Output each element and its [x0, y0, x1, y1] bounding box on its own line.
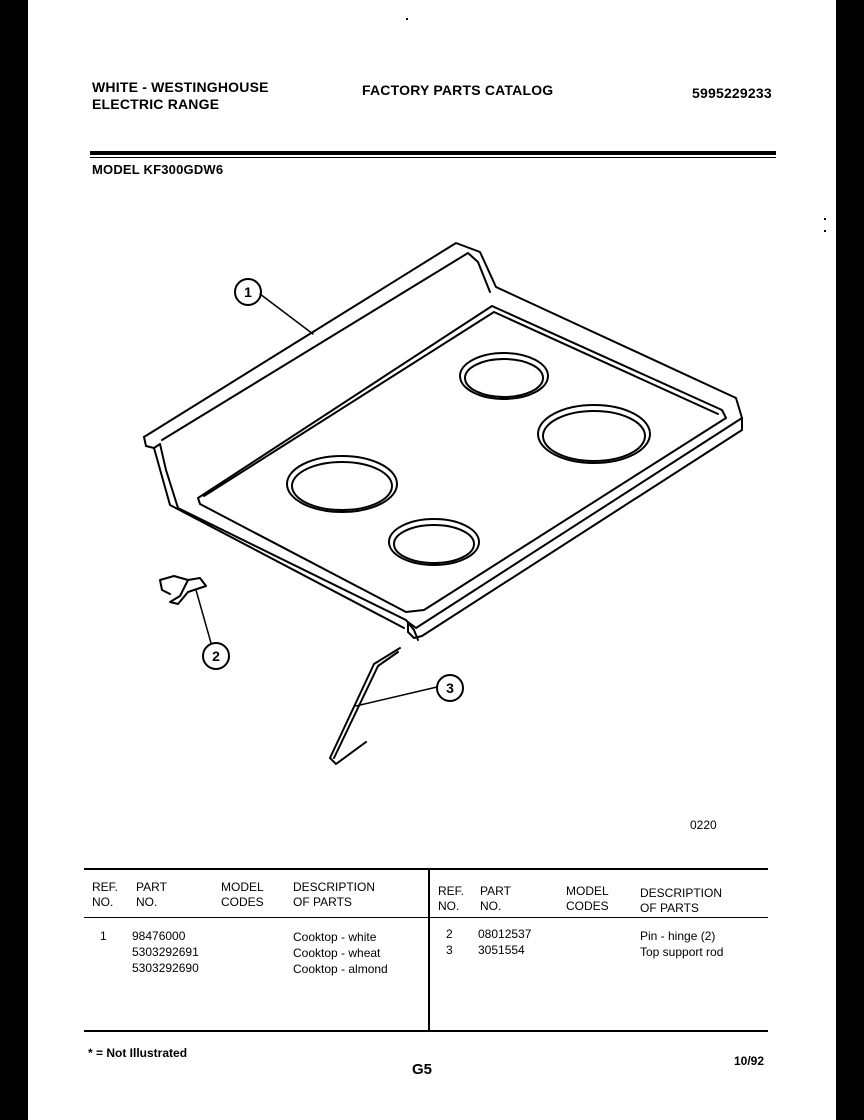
table-header-rule [84, 917, 768, 918]
header-model-codes-left: MODEL CODES [221, 880, 264, 909]
table-cell: 5303292690 [132, 961, 199, 975]
header-ref-no-left: REF. NO. [92, 880, 119, 909]
right-rows-ref [446, 926, 453, 958]
scan-speck [406, 18, 408, 20]
cooktop-recess [198, 306, 726, 612]
table-cell: 98476000 [132, 929, 186, 943]
callout-3-leader [356, 687, 437, 706]
cooktop-exploded-diagram [28, 0, 836, 860]
catalog-title: FACTORY PARTS CATALOG [362, 82, 554, 98]
burner-opening-left-rear [287, 456, 397, 512]
cooktop-left-edge [144, 437, 418, 640]
revision-date: 10/92 [734, 1054, 765, 1068]
table-divider [428, 868, 430, 1032]
left-row-1-ref: 1 [100, 929, 107, 943]
scan-speck [824, 218, 826, 220]
table-cell: 5303292691 [132, 945, 199, 959]
burner-opening-left-rear-inner [292, 462, 392, 510]
right-rows-part [478, 926, 531, 958]
table-cell: Pin - hinge (2) [640, 929, 716, 943]
header-part-no-left: PART NO. [136, 880, 167, 909]
table-cell: 3051554 [478, 943, 525, 957]
header-description-right: DESCRIPTION OF PARTS [640, 886, 723, 915]
cooktop-outline [144, 243, 742, 628]
catalog-page [28, 0, 836, 1120]
page-number: G5 [412, 1061, 433, 1078]
burner-opening-right-front-inner [543, 411, 645, 461]
callout-2-leader [196, 590, 211, 643]
header-part-no-right: PART NO. [480, 884, 511, 913]
drawing-code: 0220 [690, 818, 717, 832]
table-cell: Top support rod [640, 945, 724, 959]
callout-2-label: 2 [212, 648, 220, 664]
right-rows-description [640, 928, 723, 960]
table-cell: Cooktop - almond [293, 962, 388, 976]
table-bottom-rule [84, 1030, 768, 1032]
catalog-number: 5995229233 [692, 85, 772, 101]
brand-line-2: ELECTRIC RANGE [92, 96, 220, 112]
table-cell: Cooktop - wheat [293, 946, 381, 960]
table-cell: 08012537 [478, 927, 532, 941]
burner-opening-left-front-inner [394, 525, 474, 563]
header-ref-no-right: REF. NO. [438, 884, 465, 913]
support-rod [330, 648, 400, 764]
callout-3-label: 3 [446, 680, 454, 696]
burner-opening-right-rear-inner [465, 359, 543, 397]
left-row-1-parts [132, 928, 199, 976]
table-top-rule [84, 868, 768, 870]
cooktop-recess-inner [204, 312, 718, 496]
callout-1-label: 1 [244, 284, 252, 300]
scan-speck [824, 230, 826, 232]
burner-opening-right-front [538, 405, 650, 463]
table-cell: 3 [446, 943, 453, 957]
header-description-left: DESCRIPTION OF PARTS [293, 880, 376, 909]
table-cell: Cooktop - white [293, 930, 377, 944]
not-illustrated-note: * = Not Illustrated [88, 1046, 188, 1060]
callout-1-leader [260, 294, 313, 334]
left-row-1-descriptions [293, 929, 388, 977]
model-label: MODEL KF300GDW6 [92, 162, 224, 177]
header-model-codes-right: MODEL CODES [566, 884, 609, 913]
brand-line-1: WHITE - WESTINGHOUSE [92, 79, 269, 95]
table-cell: 2 [446, 927, 453, 941]
